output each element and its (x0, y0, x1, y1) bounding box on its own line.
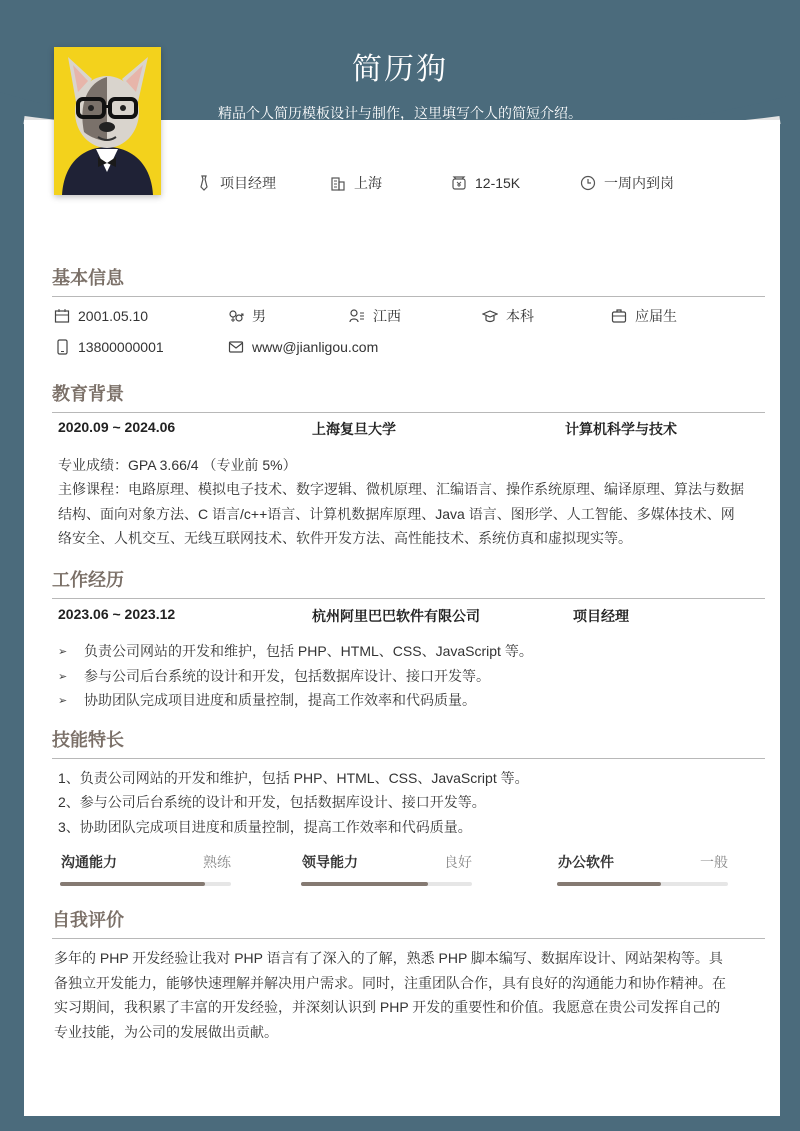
calendar-icon (54, 308, 70, 324)
info-email (228, 337, 378, 357)
skill-item: 1、负责公司网站的开发和维护，包括 PHP、HTML、CSS、JavaScript 等。 (58, 770, 529, 786)
arrow-bullet-icon: ➢ (58, 694, 68, 707)
info-phone (54, 337, 164, 357)
skill-progress-bar (557, 882, 728, 886)
section-title-work: 工作经历 (52, 566, 765, 599)
info-hometown (349, 306, 401, 326)
skill-label: 办公软件 (558, 854, 614, 870)
skill-progress-fill (301, 882, 428, 886)
gender-value: 男 (252, 308, 266, 324)
arrow-bullet-icon: ➢ (58, 670, 68, 683)
list-item (58, 665, 490, 687)
quick-info-label: 项目经理 (220, 175, 276, 191)
skill-progress-fill (557, 882, 661, 886)
phone-icon (54, 339, 70, 355)
tie-icon (196, 175, 212, 191)
quick-info-label: 12-15K (475, 175, 521, 191)
quick-info-label: 上海 (354, 175, 382, 191)
phone-value: 13800000001 (78, 339, 164, 355)
skill-progress-bar (301, 882, 472, 886)
skill-progress-fill (60, 882, 205, 886)
education-period: 2020.09 ~ 2024.06 (58, 419, 176, 435)
wallet-icon (451, 175, 467, 191)
quick-info-job (196, 172, 276, 194)
hometown-value: 江西 (373, 308, 401, 324)
skill-label: 领导能力 (302, 854, 358, 870)
list-item (58, 640, 533, 662)
info-status (611, 306, 677, 326)
skill-level: 一般 (700, 854, 728, 870)
list-item (58, 689, 476, 711)
skill-label: 沟通能力 (61, 854, 117, 870)
section-title-skills: 技能特长 (52, 726, 765, 759)
arrow-bullet-icon: ➢ (58, 645, 68, 658)
work-company: 杭州阿里巴巴软件有限公司 (312, 608, 480, 624)
email-value: www@jianligou.com (252, 339, 379, 355)
work-bullet-text: 协助团队完成项目进度和质量控制，提高工作效率和代码质量。 (84, 692, 476, 708)
quick-info-city (330, 172, 382, 194)
quick-info-availability (580, 172, 674, 194)
intro-text: 精品个人简历模板设计与制作，这里填写个人的简短介绍。 (218, 105, 582, 121)
skill-item: 2、参与公司后台系统的设计和开发，包括数据库设计、接口开发等。 (58, 794, 486, 810)
work-position: 项目经理 (573, 608, 629, 624)
section-title-education: 教育背景 (52, 380, 765, 413)
building-icon (330, 175, 346, 191)
education-value: 本科 (506, 308, 534, 324)
section-title-self: 自我评价 (52, 906, 765, 939)
work-bullet-text: 负责公司网站的开发和维护，包括 PHP、HTML、CSS、JavaScript 等。 (84, 643, 533, 659)
quick-info-salary (451, 172, 520, 194)
skill-item: 3、协助团队完成项目进度和质量控制，提高工作效率和代码质量。 (58, 819, 472, 835)
briefcase-icon (611, 308, 627, 324)
gender-icon (228, 308, 244, 324)
candidate-name: 简历狗 (352, 53, 448, 86)
skill-level: 良好 (444, 854, 472, 870)
skill-progress-bar (60, 882, 231, 886)
self-evaluation-text: 多年的 PHP 开发经验让我对 PHP 语言有了深入的了解，熟悉 PHP 脚本编写、数据库设计、网站架构等。具备独立开发能力，能够快速理解并解决用户需求。同时，注重团队合作，具有良好的沟通能力和协作精神。在实习期间，我积累了丰富的开发经验，并深刻认识到 PHP 开发的重要性和价值。我愿意在贵公司发挥自己的专业技能，为公司的发展做出贡献。 (54, 950, 726, 1040)
birthday-value: 2001.05.10 (78, 308, 149, 324)
education-school: 上海复旦大学 (312, 421, 396, 437)
education-gpa: 专业成绩：GPA 3.66/4 （专业前 5%） (58, 457, 297, 473)
mail-icon (228, 339, 244, 355)
skill-level: 熟练 (203, 854, 231, 870)
clock-icon (580, 175, 596, 191)
info-birthday (54, 306, 148, 326)
education-courses: 主修课程：电路原理、模拟电子技术、数字逻辑、微机原理、汇编语言、操作系统原理、编译原理、算法与数据结构、面向对象方法、C 语言/c++语言、计算机数据库原理、Java 语言、图形学、人工智能、多媒体技术、网络安全、人机交互、无线互联网技术、软件开发方法、高性能技术、系统仿真和虚拟现实等。 (58, 481, 744, 546)
section-title-basic: 基本信息 (52, 264, 765, 297)
quick-info-label: 一周内到岗 (604, 175, 674, 191)
info-gender (228, 306, 266, 326)
work-bullet-text: 参与公司后台系统的设计和开发，包括数据库设计、接口开发等。 (84, 668, 490, 684)
user-list-icon (349, 308, 365, 324)
education-major: 计算机科学与技术 (565, 421, 677, 437)
status-value: 应届生 (635, 308, 677, 324)
info-education (482, 306, 534, 326)
graduation-cap-icon (482, 308, 498, 324)
work-period: 2023.06 ~ 2023.12 (58, 606, 176, 622)
